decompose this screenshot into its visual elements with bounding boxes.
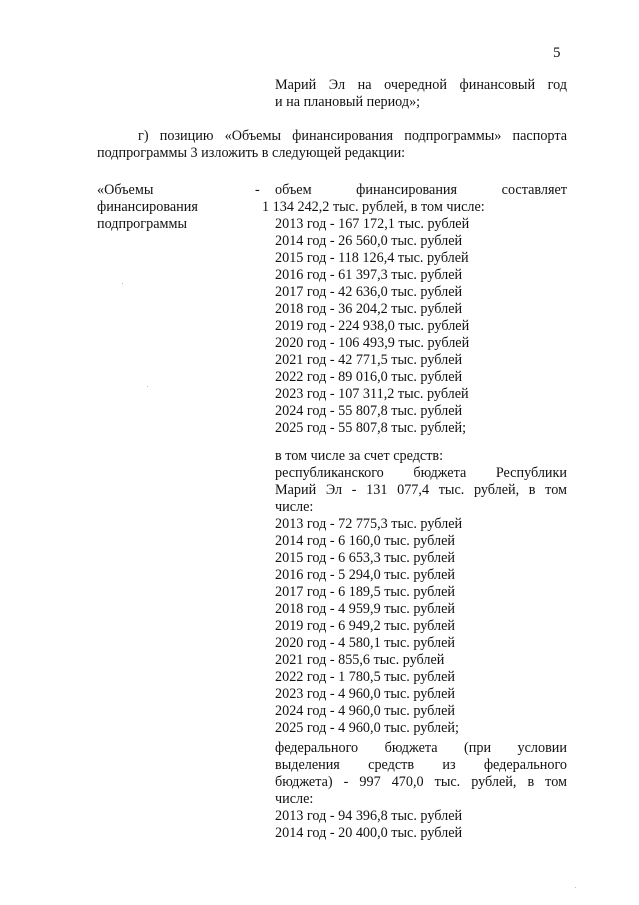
total-amount-line: 1 134 242,2 тыс. рублей, в том числе: — [262, 199, 485, 215]
year-amount-line: 2023 год - 107 311,2 тыс. рублей — [275, 386, 469, 402]
scan-speck — [575, 887, 576, 888]
year-amount-line: 2017 год - 6 189,5 тыс. рублей — [275, 584, 455, 600]
position-label-line: подпрограммы — [97, 216, 187, 232]
year-amount-line: 2023 год - 4 960,0 тыс. рублей — [275, 686, 455, 702]
instruction-line: г) позицию «Объемы финансирования подпрограммы» паспорта — [138, 128, 567, 144]
year-amount-line: 2014 год - 6 160,0 тыс. рублей — [275, 533, 455, 549]
instruction-line: подпрограммы 3 изложить в следующей редакции: — [97, 145, 406, 161]
total-amount-line: объем финансирования составляет — [275, 182, 567, 198]
position-label-line: «Объемы — [97, 182, 154, 198]
intro-line: Марий Эл на очередной финансовый год — [275, 77, 567, 93]
label-dash: - — [255, 182, 260, 198]
year-amount-line: 2020 год - 106 493,9 тыс. рублей — [275, 335, 470, 351]
year-amount-line: 2021 год - 855,6 тыс. рублей — [275, 652, 445, 668]
year-amount-line: 2018 год - 36 204,2 тыс. рублей — [275, 301, 463, 317]
year-amount-line: 2015 год - 6 653,3 тыс. рублей — [275, 550, 455, 566]
federal-budget-line: числе: — [275, 791, 314, 807]
republic-budget-line: республиканского бюджета Республики — [275, 465, 567, 481]
year-amount-line: 2022 год - 1 780,5 тыс. рублей — [275, 669, 455, 685]
year-amount-line: 2022 год - 89 016,0 тыс. рублей — [275, 369, 463, 385]
year-amount-line: 2016 год - 61 397,3 тыс. рублей — [275, 267, 463, 283]
year-amount-line: 2025 год - 55 807,8 тыс. рублей; — [275, 420, 467, 436]
year-amount-line: 2015 год - 118 126,4 тыс. рублей — [275, 250, 469, 266]
republic-budget-line: Марий Эл - 131 077,4 тыс. рублей, в том — [275, 482, 567, 498]
federal-budget-line: федерального бюджета (при условии — [275, 740, 567, 756]
scan-speck — [122, 283, 123, 284]
year-amount-line: 2013 год - 72 775,3 тыс. рублей — [275, 516, 463, 532]
year-amount-line: 2014 год - 26 560,0 тыс. рублей — [275, 233, 463, 249]
year-amount-line: 2024 год - 4 960,0 тыс. рублей — [275, 703, 455, 719]
year-amount-line: 2024 год - 55 807,8 тыс. рублей — [275, 403, 463, 419]
year-amount-line: 2021 год - 42 771,5 тыс. рублей — [275, 352, 463, 368]
year-amount-line: 2013 год - 94 396,8 тыс. рублей — [275, 808, 463, 824]
federal-budget-line: бюджета) - 997 470,0 тыс. рублей, в том — [275, 774, 567, 790]
scan-speck — [147, 386, 148, 387]
year-amount-line: 2016 год - 5 294,0 тыс. рублей — [275, 567, 455, 583]
year-amount-line: 2017 год - 42 636,0 тыс. рублей — [275, 284, 463, 300]
sources-heading: в том числе за счет средств: — [275, 448, 444, 464]
year-amount-line: 2013 год - 167 172,1 тыс. рублей — [275, 216, 470, 232]
year-amount-line: 2020 год - 4 580,1 тыс. рублей — [275, 635, 455, 651]
republic-budget-line: числе: — [275, 499, 314, 515]
position-label-line: финансирования — [97, 199, 198, 215]
page-number: 5 — [553, 45, 561, 61]
year-amount-line: 2014 год - 20 400,0 тыс. рублей — [275, 825, 463, 841]
federal-budget-line: выделения средств из федерального — [275, 757, 567, 773]
year-amount-line: 2019 год - 224 938,0 тыс. рублей — [275, 318, 470, 334]
year-amount-line: 2025 год - 4 960,0 тыс. рублей; — [275, 720, 459, 736]
year-amount-line: 2018 год - 4 959,9 тыс. рублей — [275, 601, 455, 617]
intro-line: и на плановый период»; — [275, 94, 421, 110]
year-amount-line: 2019 год - 6 949,2 тыс. рублей — [275, 618, 455, 634]
